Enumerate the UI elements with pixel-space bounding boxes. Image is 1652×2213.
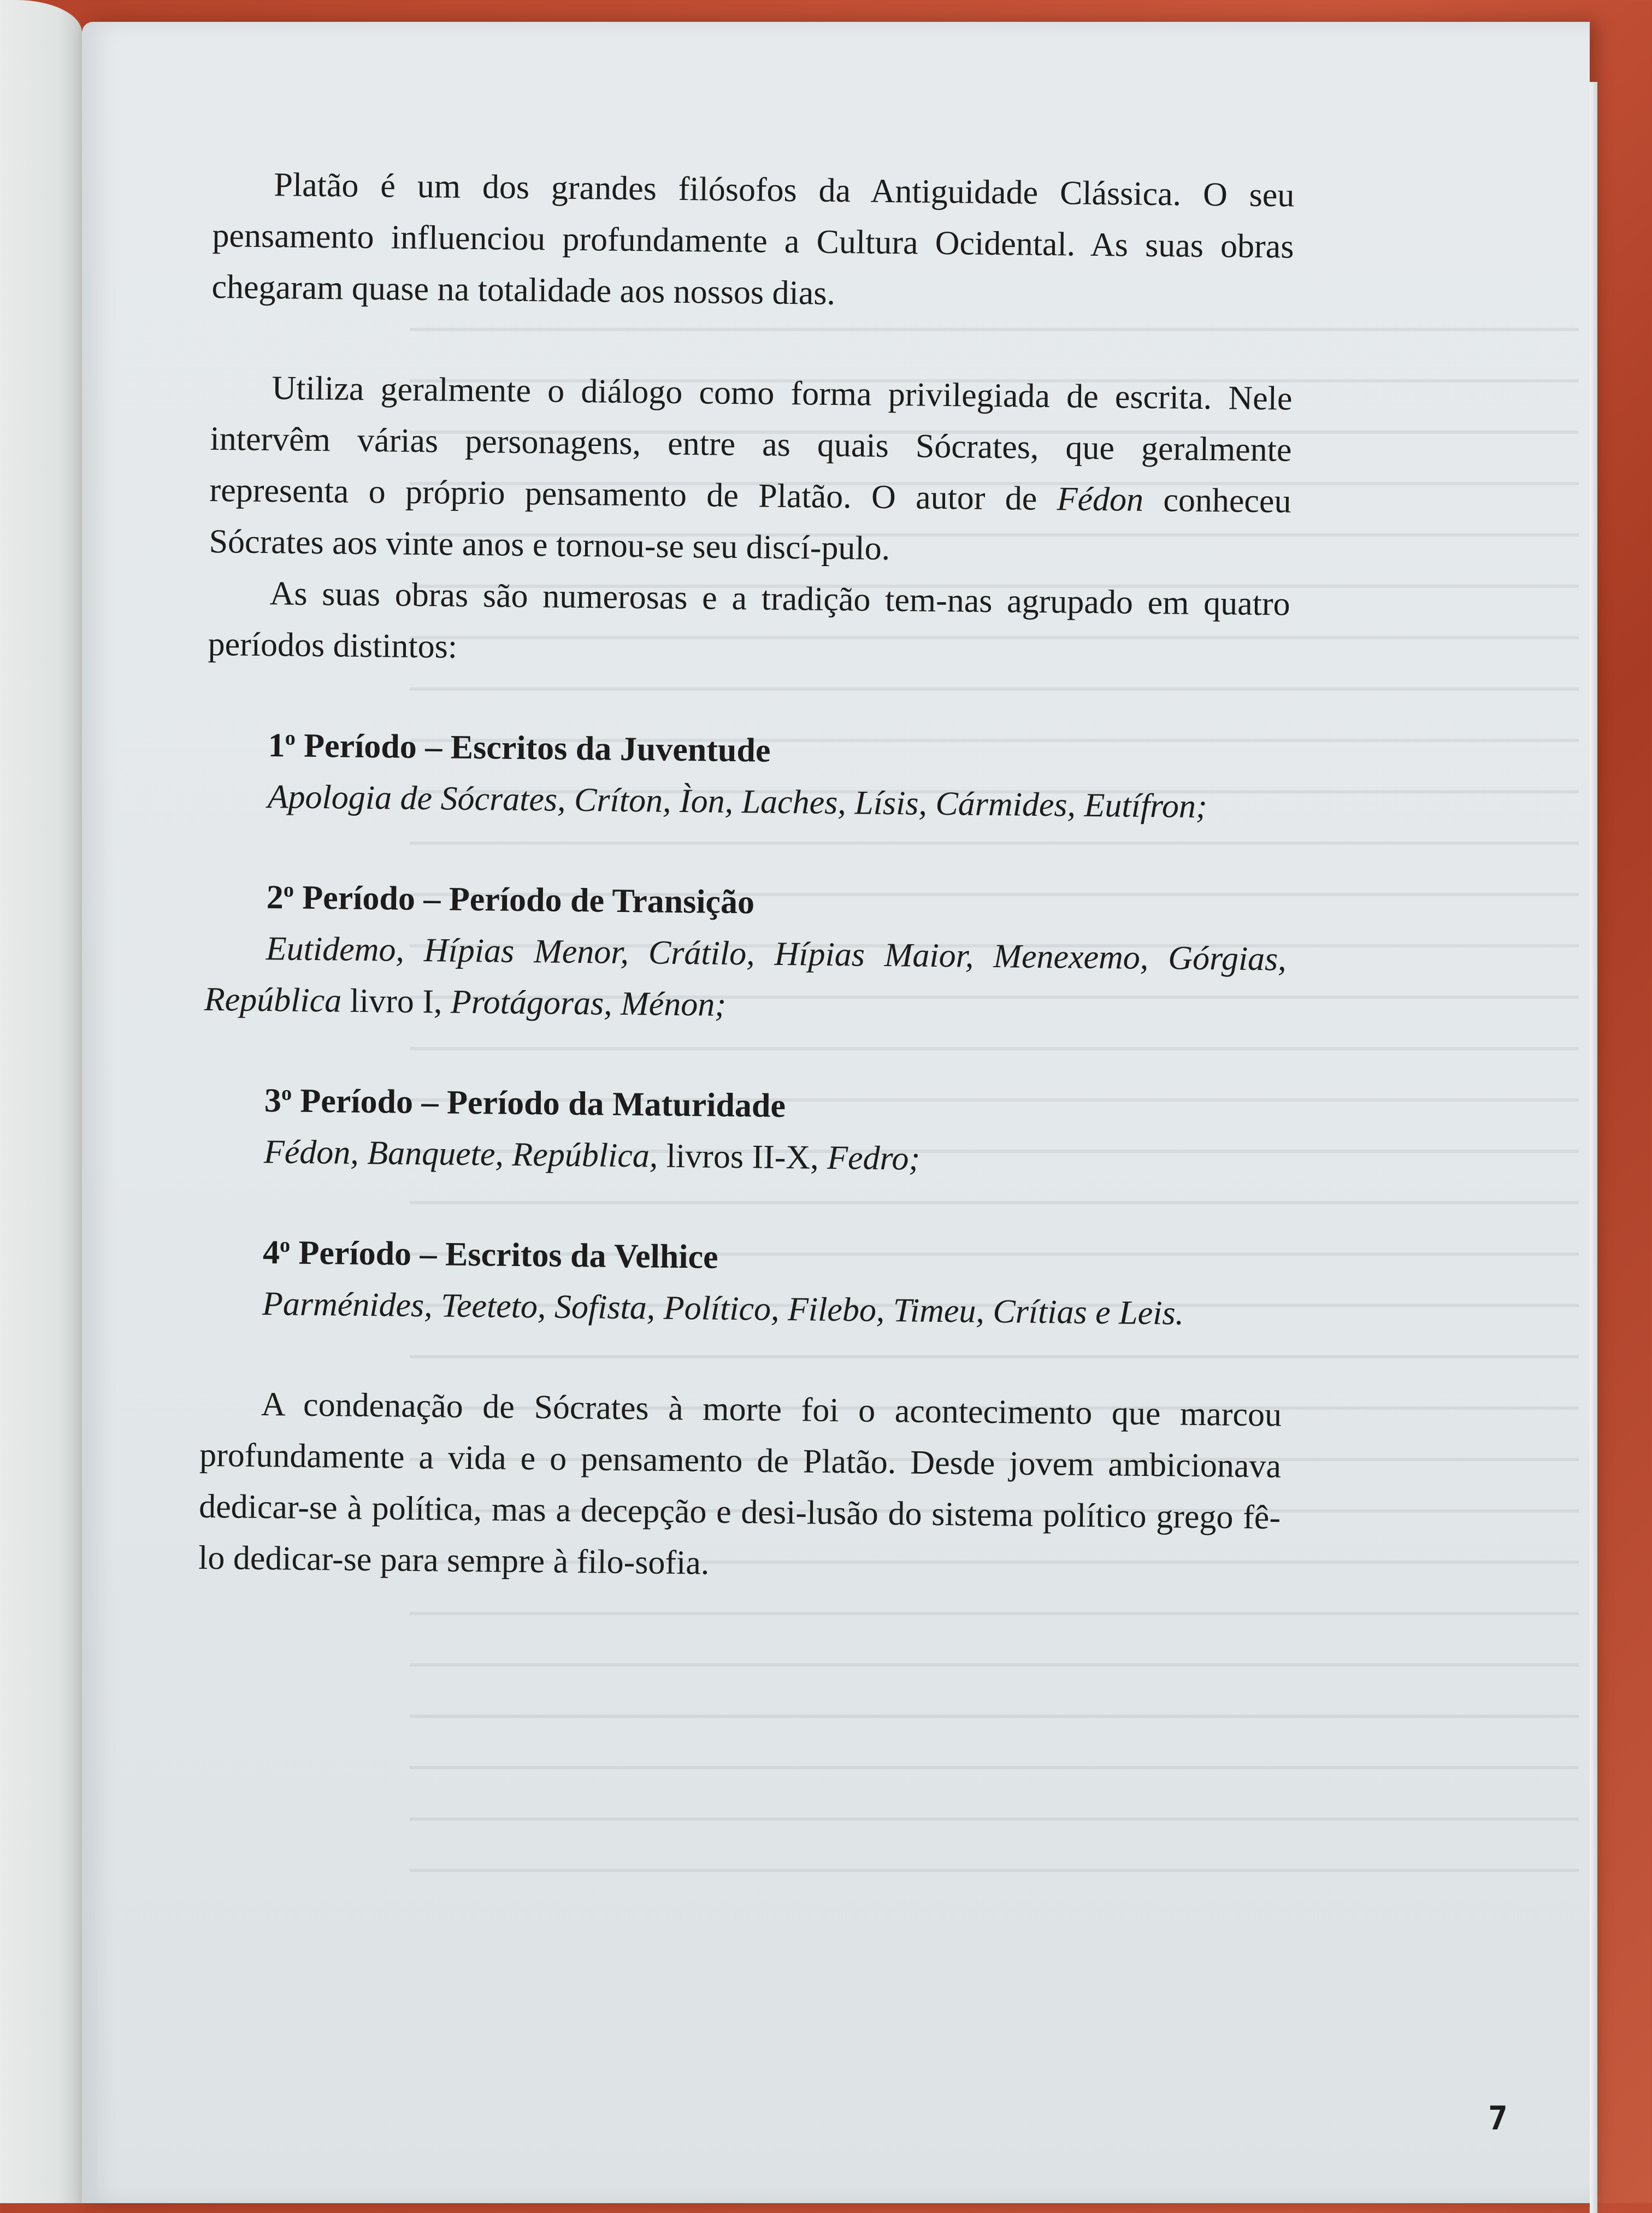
page-content [198, 158, 1295, 1595]
page-number: 7 [1488, 2099, 1508, 2138]
period-3-works: Fédon, Banquete, República, livros II-X, Fedro; [263, 1133, 921, 1178]
period-1-works: Apologia de Sócrates, Críton, Ìon, Laches, Lísis, Cármides, Eutífron; [267, 778, 1207, 826]
dialogue-text-after: conheceu Sócrates aos vinte anos e tornou-se seu discí-pulo. [209, 481, 1291, 568]
page-edge [1590, 82, 1597, 2213]
book-page [82, 22, 1590, 2203]
period-2-heading: 2$^o$ Período – Período de Transição [266, 878, 755, 921]
dialogue-text-before: Utiliza geralmente o diálogo como forma privilegiada de escrita. Nele intervêm várias personagens, entre as quais Sócrates, que geralmente representa o próprio pensamento de Platão. O autor de [209, 369, 1293, 518]
period-4-heading: 4$^o$ Período – Escritos da Velhice [262, 1233, 718, 1276]
period-3-heading: 3$^o$ Período – Período da Maturidade [264, 1081, 786, 1125]
period-4-works: Parménides, Teeteto, Sofista, Político, Filebo, Timeu, Crítias e Leis. [262, 1285, 1184, 1332]
period-1-heading: 1$^o$ Período – Escritos da Juventude [268, 726, 771, 769]
intro-paragraph: Platão é um dos grandes filósofos da Antiguidade Clássica. O seu pensamento influenciou profundamente a Cultura Ocidental. As suas obras chegaram quase na totalidade aos nossos dias. [211, 166, 1295, 312]
period-2-works: Eutidemo, Hípias Menor, Crátilo, Hípias Maior, Menexemo, Górgias, República livro I, Protágoras, Ménon; [204, 930, 1287, 1023]
periods-intro-paragraph: As suas obras são numerosas e a tradição tem-nas agrupado em quatro períodos distintos: [208, 575, 1290, 666]
work-title-fedon: Fédon [1057, 480, 1144, 519]
dialogue-paragraph [209, 362, 1293, 579]
condemnation-paragraph: A condenação de Sócrates à morte foi o acontecimento que marcou profundamente a vida e o pensamento de Platão. Desde jovem ambicionava dedicar-se à política, mas a decepção e desi-lusão do sistema político grego fê-lo dedicar-se para sempre à filo-sofia. [198, 1386, 1282, 1582]
facing-page [0, 0, 82, 2203]
